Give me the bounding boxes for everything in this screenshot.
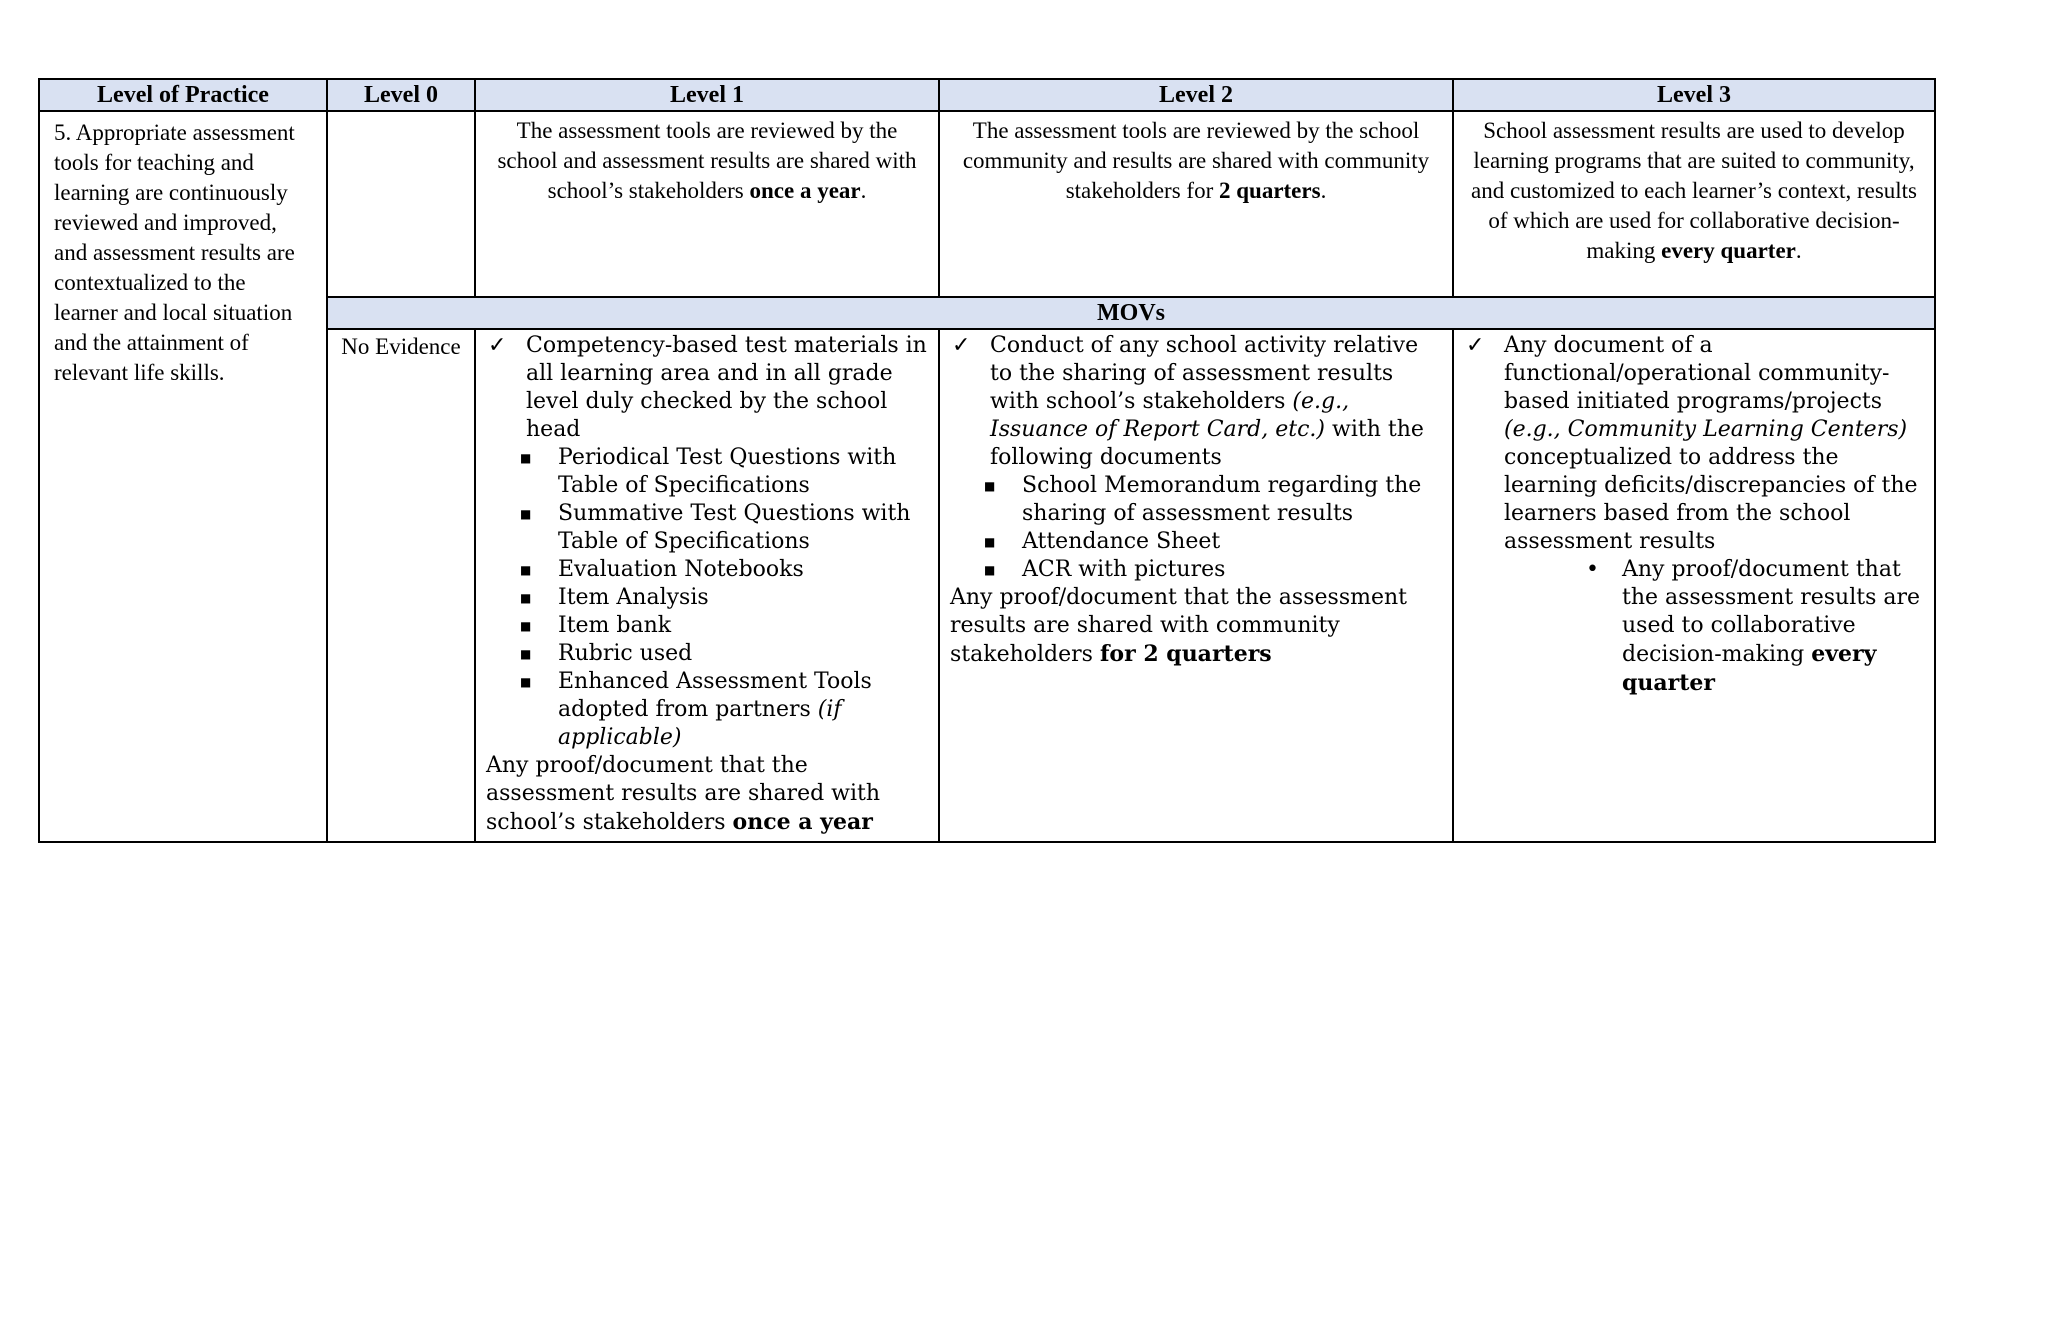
square-bullet-icon: ■: [520, 591, 532, 605]
level-3-description: School assessment results are used to develop learning programs that are suited to community, and customized to each learner’s context, results of which are used for collaborative decision-making: [1471, 118, 1917, 263]
list-item-text: Evaluation Notebooks: [558, 557, 804, 582]
level-3-sub-list: [1464, 556, 1926, 698]
square-bullet-icon: ■: [520, 563, 532, 577]
level-1-proof-text: Any proof/document that the assessment results are shared with school’s stakeholders: [486, 753, 881, 835]
level-1-main-item: [486, 332, 930, 444]
level-0-movs-cell: [327, 329, 475, 842]
no-evidence-text: No Evidence: [341, 334, 461, 359]
list-item-text: Periodical Test Questions with Table of Specifications: [558, 445, 897, 498]
header-level-0: Level 0: [327, 79, 475, 111]
header-level-2: Level 2: [939, 79, 1453, 111]
level-2-main-text: Conduct of any school activity relative to the sharing of assessment results with school’s stakeholders: [990, 333, 1419, 414]
level-2-description-end: .: [1320, 178, 1327, 203]
level-3-description-end: .: [1795, 238, 1802, 263]
list-item-text: Any proof/document that the assessment results are used to collaborative decision-making: [1622, 557, 1921, 667]
list-item-text: Summative Test Questions with Table of Specifications: [558, 501, 911, 554]
level-1-description: The assessment tools are reviewed by the school and assessment results are shared with school’s stakeholders: [497, 118, 917, 203]
level-2-main-item: [950, 332, 1444, 472]
description-row: [39, 111, 1935, 297]
list-item-text: Enhanced Assessment Tools adopted from partners: [558, 669, 872, 722]
square-bullet-icon: ■: [984, 479, 996, 493]
level-2-description-cell: [939, 111, 1453, 297]
list-item-text: Attendance Sheet: [1022, 529, 1221, 554]
level-2-proof-frequency: for 2 quarters: [1099, 641, 1272, 667]
check-icon: ✓: [1466, 333, 1485, 358]
list-item-frequency: every quarter: [1622, 641, 1877, 696]
header-level-3: Level 3: [1453, 79, 1935, 111]
level-3-main-example: (e.g., Community Learning Centers): [1504, 417, 1908, 442]
list-item: [518, 668, 930, 752]
list-item: [1582, 556, 1926, 698]
header-level-1: Level 1: [475, 79, 939, 111]
list-item: [518, 444, 930, 500]
list-item: [518, 556, 930, 584]
level-1-proof: [486, 752, 930, 837]
level-3-main-text: Any document of a functional/operational community-based initiated programs/projects: [1504, 333, 1890, 414]
level-3-movs-cell: [1453, 329, 1935, 842]
level-3-frequency: every quarter: [1661, 238, 1796, 263]
header-row: [39, 79, 1935, 111]
square-bullet-icon: ■: [984, 535, 996, 549]
list-item: [982, 528, 1444, 556]
level-2-frequency: 2 quarters: [1218, 178, 1321, 203]
practice-cell: [39, 111, 327, 842]
list-item: [982, 472, 1444, 528]
square-bullet-icon: ■: [520, 619, 532, 633]
square-bullet-icon: ■: [520, 675, 532, 689]
square-bullet-icon: ■: [520, 647, 532, 661]
level-3-description-cell: [1453, 111, 1935, 297]
level-1-frequency: once a year: [749, 178, 861, 203]
level-2-main-example: (e.g., Issuance of Report Card, etc.): [990, 389, 1350, 442]
list-item: [982, 556, 1444, 584]
level-3-main-item: [1464, 332, 1926, 556]
square-bullet-icon: ■: [520, 507, 532, 521]
level-2-sub-list: [950, 472, 1444, 584]
level-1-description-end: .: [860, 178, 867, 203]
level-2-movs-cell: [939, 329, 1453, 842]
level-2-main-end: with the following documents: [990, 417, 1424, 470]
check-icon: ✓: [488, 333, 507, 358]
list-item-text: Rubric used: [558, 641, 693, 666]
level-1-proof-frequency: once a year: [732, 809, 873, 835]
list-item: [518, 640, 930, 668]
dot-bullet-icon: •: [1586, 557, 1599, 582]
practice-text: 5. Appropriate assessment tools for teaching and learning are continuously reviewed and improved, and assessment results are contextualized to the learner and local situation and the attainment of relevant life skills.: [54, 120, 295, 385]
list-item-note: (if applicable): [558, 697, 842, 750]
list-item-text: Item Analysis: [558, 585, 709, 610]
list-item-text: ACR with pictures: [1022, 557, 1226, 582]
rubric-table: [38, 78, 1936, 843]
movs-title: MOVs: [327, 297, 1935, 329]
level-2-proof-text: Any proof/document that the assessment results are shared with community stakeholders: [950, 585, 1407, 667]
list-item: [518, 500, 930, 556]
level-1-movs-cell: [475, 329, 939, 842]
square-bullet-icon: ■: [520, 451, 532, 465]
list-item: [518, 612, 930, 640]
level-0-description-cell: [327, 111, 475, 297]
square-bullet-icon: ■: [984, 563, 996, 577]
level-1-main-text: Competency-based test materials in all learning area and in all grade level duly checked by the school head: [526, 333, 927, 442]
level-2-description: The assessment tools are reviewed by the school community and results are shared with community stakeholders for: [962, 118, 1430, 203]
header-level-of-practice: Level of Practice: [39, 79, 327, 111]
list-item-text: Item bank: [558, 613, 672, 638]
check-icon: ✓: [952, 333, 971, 358]
list-item: [518, 584, 930, 612]
level-1-sub-list: [486, 444, 930, 752]
level-3-main-end: conceptualized to address the learning deficits/discrepancies of the learners based from the school assessment results: [1504, 445, 1918, 554]
level-1-description-cell: [475, 111, 939, 297]
list-item-text: School Memorandum regarding the sharing of assessment results: [1022, 473, 1422, 526]
level-2-proof: [950, 584, 1444, 669]
